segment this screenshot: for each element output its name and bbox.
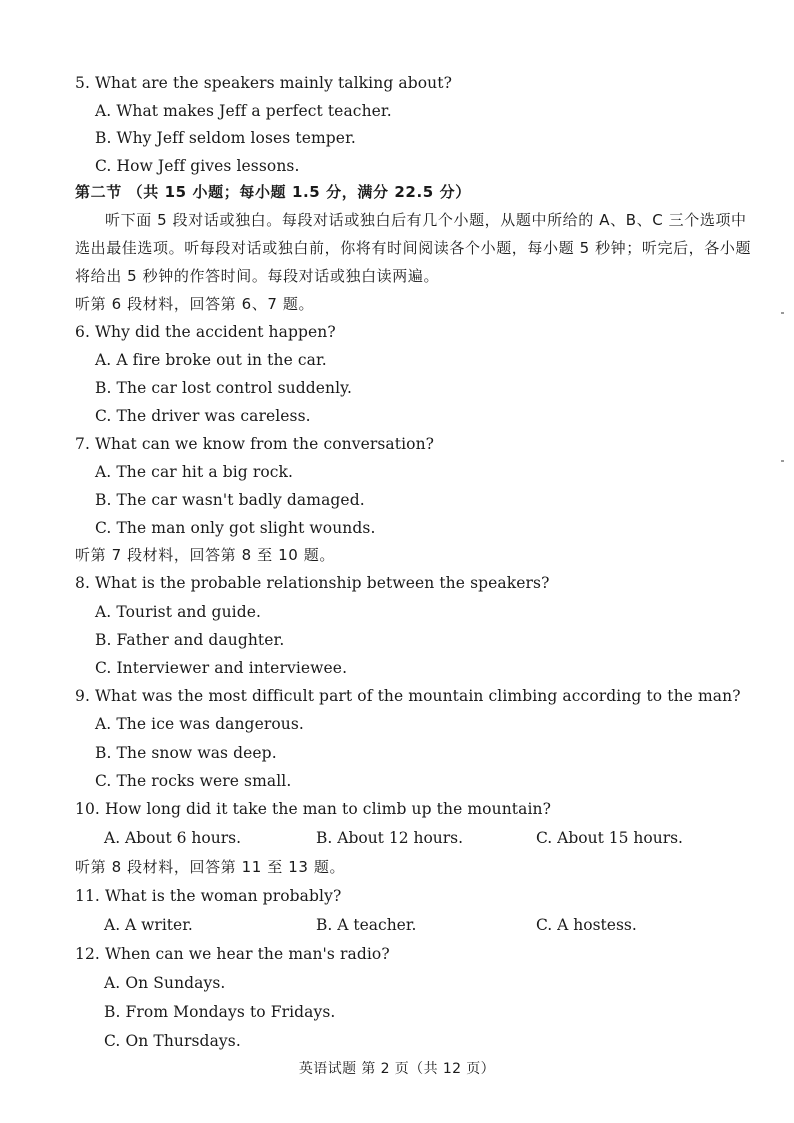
q9-option-c: C. The rocks were small. [95,772,292,790]
material-7-heading: 听第 7 段材料，回答第 8 至 10 题。 [75,546,335,564]
q6-option-c: C. The driver was careless. [95,407,311,425]
q7-option-c: C. The man only got slight wounds. [95,519,376,537]
q11-option-b: B. A teacher. [316,916,417,934]
scan-speck [781,460,784,462]
q9-stem: 9. What was the most difficult part of the mountain climbing according to the man? [75,687,741,705]
section2-instruction-line3: 将给出 5 秒钟的作答时间。每段对话或独白读两遍。 [75,267,440,285]
q10-stem: 10. How long did it take the man to climb up the mountain? [75,800,551,818]
q5-option-a: A. What makes Jeff a perfect teacher. [95,102,392,120]
q6-option-b: B. The car lost control suddenly. [95,379,352,397]
scan-speck [781,312,784,314]
q10-option-b: B. About 12 hours. [316,829,464,847]
q5-option-c: C. How Jeff gives lessons. [95,157,300,175]
q11-stem: 11. What is the woman probably? [75,887,342,905]
q8-option-a: A. Tourist and guide. [95,603,262,621]
q7-option-b: B. The car wasn't badly damaged. [95,491,365,509]
material-8-heading: 听第 8 段材料，回答第 11 至 13 题。 [75,858,346,876]
q11-option-c: C. A hostess. [536,916,637,934]
section2-instruction-line1: 听下面 5 段对话或独白。每段对话或独白后有几个小题，从题中所给的 A、B、C 三个选项中 [105,211,747,229]
q10-option-c: C. About 15 hours. [536,829,683,847]
q7-stem: 7. What can we know from the conversation? [75,435,435,453]
q6-option-a: A. A fire broke out in the car. [95,351,327,369]
q8-option-c: C. Interviewer and interviewee. [95,659,348,677]
q7-option-a: A. The car hit a big rock. [95,463,294,481]
q5-stem: 5. What are the speakers mainly talking about? [75,74,452,92]
q8-option-b: B. Father and daughter. [95,631,285,649]
section2-instruction-line2: 选出最佳选项。听每段对话或独白前，你将有时间阅读各个小题，每小题 5 秒钟；听完后，各小题 [75,239,752,257]
q12-option-c: C. On Thursdays. [104,1032,241,1050]
q10-option-a: A. About 6 hours. [104,829,242,847]
page-footer: 英语试题 第 2 页（共 12 页） [298,1061,496,1077]
q6-stem: 6. Why did the accident happen? [75,323,336,341]
q9-option-b: B. The snow was deep. [95,744,277,762]
q9-option-a: A. The ice was dangerous. [95,715,304,733]
q12-option-a: A. On Sundays. [104,974,226,992]
material-6-heading: 听第 6 段材料，回答第 6、7 题。 [75,295,315,313]
q11-option-a: A. A writer. [104,916,193,934]
q12-option-b: B. From Mondays to Fridays. [104,1003,336,1021]
section2-title: 第二节 （共 15 小题；每小题 1.5 分，满分 22.5 分） [75,183,471,201]
q8-stem: 8. What is the probable relationship between the speakers? [75,574,550,592]
q5-option-b: B. Why Jeff seldom loses temper. [95,129,356,147]
q12-stem: 12. When can we hear the man's radio? [75,945,390,963]
